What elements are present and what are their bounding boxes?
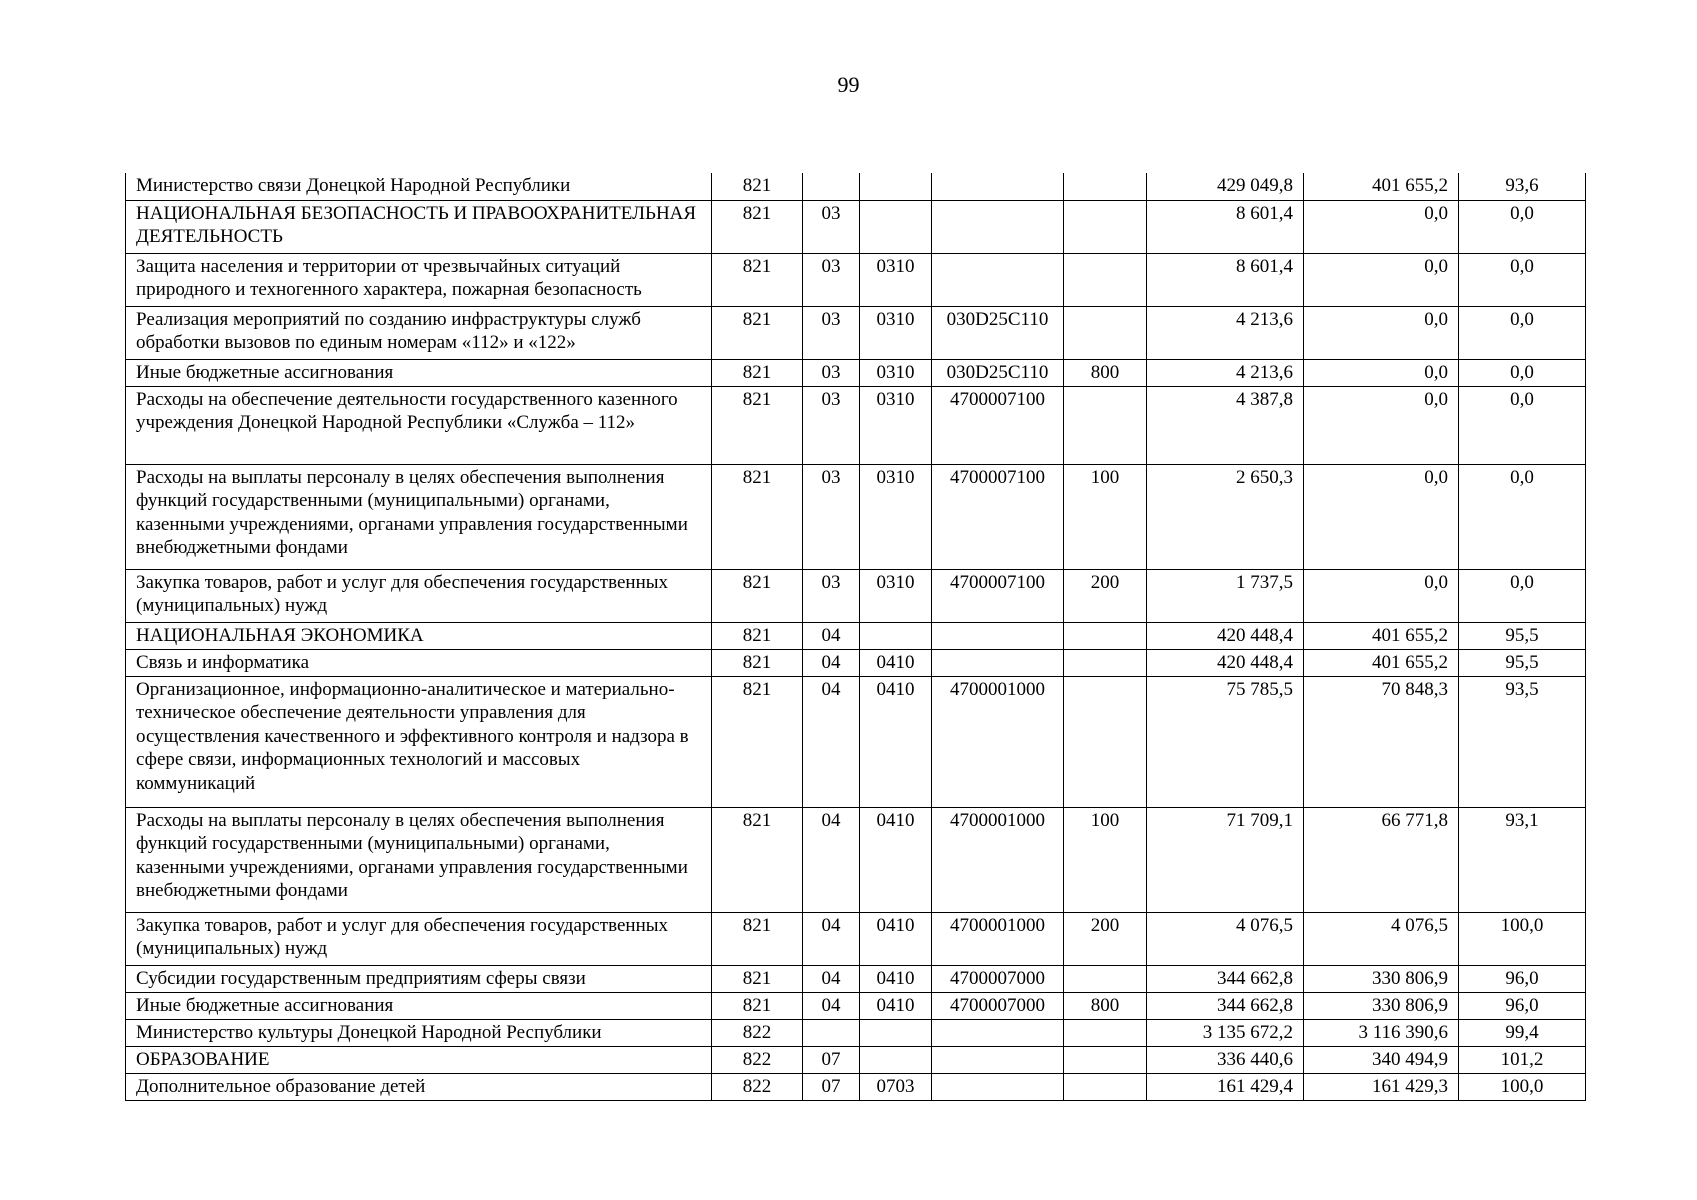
table-row [126, 912, 1586, 965]
row-vr [1064, 676, 1147, 807]
row-ved: 821 [712, 992, 803, 1019]
row-pct: 0,0 [1459, 359, 1586, 386]
row-podrazdel: 0310 [860, 464, 932, 569]
table-row [126, 992, 1586, 1019]
row-name: НАЦИОНАЛЬНАЯ БЕЗОПАСНОСТЬ И ПРАВООХРАНИТЕЛЬНАЯ ДЕЯТЕЛЬНОСТЬ [126, 200, 712, 253]
table-row [126, 622, 1586, 649]
row-plan: 71 709,1 [1147, 807, 1304, 912]
row-razdel: 03 [803, 569, 860, 622]
table-row [126, 386, 1586, 464]
row-pct: 95,5 [1459, 649, 1586, 676]
row-pct: 0,0 [1459, 569, 1586, 622]
row-csr: 4700007000 [932, 992, 1064, 1019]
row-pct: 100,0 [1459, 1073, 1586, 1100]
row-csr: 4700001000 [932, 676, 1064, 807]
row-pct: 93,6 [1459, 173, 1586, 200]
row-pct: 95,5 [1459, 622, 1586, 649]
row-fact: 0,0 [1304, 306, 1459, 359]
table-row [126, 359, 1586, 386]
row-fact: 330 806,9 [1304, 992, 1459, 1019]
row-name: Министерство культуры Донецкой Народной Республики [126, 1019, 712, 1046]
table-row [126, 649, 1586, 676]
row-ved: 821 [712, 649, 803, 676]
row-csr [932, 253, 1064, 306]
row-csr [932, 173, 1064, 200]
row-plan: 344 662,8 [1147, 992, 1304, 1019]
row-razdel [803, 173, 860, 200]
row-podrazdel: 0310 [860, 386, 932, 464]
row-name: Дополнительное образование детей [126, 1073, 712, 1100]
row-razdel: 04 [803, 992, 860, 1019]
row-name: Расходы на выплаты персоналу в целях обеспечения выполнения функций государственными (муниципальными) органами, казенными учреждениями, органами управления государственными внебюджетными фондами [126, 807, 712, 912]
row-razdel: 07 [803, 1073, 860, 1100]
row-plan: 75 785,5 [1147, 676, 1304, 807]
row-plan: 429 049,8 [1147, 173, 1304, 200]
row-ved: 821 [712, 386, 803, 464]
row-podrazdel: 0703 [860, 1073, 932, 1100]
row-csr [932, 622, 1064, 649]
row-pct: 0,0 [1459, 464, 1586, 569]
row-razdel: 03 [803, 359, 860, 386]
row-name: Закупка товаров, работ и услуг для обеспечения государственных (муниципальных) нужд [126, 569, 712, 622]
row-fact: 0,0 [1304, 253, 1459, 306]
row-razdel: 04 [803, 807, 860, 912]
row-csr: 4700007100 [932, 464, 1064, 569]
row-fact: 0,0 [1304, 569, 1459, 622]
row-plan: 420 448,4 [1147, 622, 1304, 649]
row-name: Субсидии государственным предприятиям сферы связи [126, 965, 712, 992]
row-fact: 340 494,9 [1304, 1046, 1459, 1073]
table-row [126, 200, 1586, 253]
row-ved: 821 [712, 622, 803, 649]
table-row [126, 173, 1586, 200]
row-vr [1064, 622, 1147, 649]
row-plan: 8 601,4 [1147, 200, 1304, 253]
row-name: Защита населения и территории от чрезвычайных ситуаций природного и техногенного характера, пожарная безопасность [126, 253, 712, 306]
row-csr: 4700007000 [932, 965, 1064, 992]
row-csr [932, 1019, 1064, 1046]
row-podrazdel [860, 622, 932, 649]
row-ved: 821 [712, 359, 803, 386]
row-podrazdel: 0310 [860, 359, 932, 386]
table-row [126, 253, 1586, 306]
row-fact: 401 655,2 [1304, 649, 1459, 676]
row-razdel: 04 [803, 912, 860, 965]
row-ved: 821 [712, 676, 803, 807]
row-ved: 821 [712, 306, 803, 359]
row-name: Расходы на обеспечение деятельности государственного казенного учреждения Донецкой Народной Республики «Служба – 112» [126, 386, 712, 464]
row-razdel [803, 1019, 860, 1046]
row-vr: 200 [1064, 569, 1147, 622]
row-vr [1064, 1019, 1147, 1046]
row-fact: 3 116 390,6 [1304, 1019, 1459, 1046]
row-plan: 8 601,4 [1147, 253, 1304, 306]
row-pct: 96,0 [1459, 965, 1586, 992]
row-vr [1064, 200, 1147, 253]
row-csr [932, 1046, 1064, 1073]
row-pct: 93,1 [1459, 807, 1586, 912]
table-row [126, 1073, 1586, 1100]
row-podrazdel [860, 1019, 932, 1046]
table-row [126, 676, 1586, 807]
row-fact: 401 655,2 [1304, 622, 1459, 649]
row-fact: 0,0 [1304, 359, 1459, 386]
row-razdel: 03 [803, 306, 860, 359]
row-name: ОБРАЗОВАНИЕ [126, 1046, 712, 1073]
row-vr [1064, 1046, 1147, 1073]
table-row [126, 464, 1586, 569]
row-razdel: 04 [803, 965, 860, 992]
row-ved: 821 [712, 807, 803, 912]
row-name: Организационное, информационно-аналитическое и материально-техническое обеспечение деятельности управления для осуществления качественного и эффективного контроля и надзора в сфере связи, информационных технологий и массовых коммуникаций [126, 676, 712, 807]
row-fact: 401 655,2 [1304, 173, 1459, 200]
row-pct: 100,0 [1459, 912, 1586, 965]
row-name: Иные бюджетные ассигнования [126, 359, 712, 386]
row-fact: 4 076,5 [1304, 912, 1459, 965]
row-vr [1064, 965, 1147, 992]
row-plan: 4 213,6 [1147, 306, 1304, 359]
row-pct: 101,2 [1459, 1046, 1586, 1073]
row-plan: 4 213,6 [1147, 359, 1304, 386]
row-podrazdel: 0410 [860, 676, 932, 807]
row-ved: 821 [712, 965, 803, 992]
row-podrazdel: 0410 [860, 992, 932, 1019]
row-name: НАЦИОНАЛЬНАЯ ЭКОНОМИКА [126, 622, 712, 649]
table-row [126, 569, 1586, 622]
row-vr: 200 [1064, 912, 1147, 965]
row-plan: 161 429,4 [1147, 1073, 1304, 1100]
row-razdel: 03 [803, 200, 860, 253]
table-row [126, 965, 1586, 992]
table-row [126, 807, 1586, 912]
row-plan: 336 440,6 [1147, 1046, 1304, 1073]
row-vr [1064, 1073, 1147, 1100]
row-podrazdel: 0310 [860, 306, 932, 359]
row-vr: 800 [1064, 359, 1147, 386]
row-fact: 66 771,8 [1304, 807, 1459, 912]
row-fact: 330 806,9 [1304, 965, 1459, 992]
row-ved: 822 [712, 1046, 803, 1073]
row-razdel: 03 [803, 253, 860, 306]
row-csr: 4700001000 [932, 912, 1064, 965]
page-number: 99 [837, 72, 860, 97]
row-podrazdel: 0310 [860, 569, 932, 622]
row-razdel: 03 [803, 386, 860, 464]
row-podrazdel: 0410 [860, 912, 932, 965]
row-ved: 821 [712, 569, 803, 622]
row-csr [932, 649, 1064, 676]
row-fact: 0,0 [1304, 464, 1459, 569]
row-csr: 030D25C110 [932, 359, 1064, 386]
row-fact: 161 429,3 [1304, 1073, 1459, 1100]
row-name: Закупка товаров, работ и услуг для обеспечения государственных (муниципальных) нужд [126, 912, 712, 965]
row-fact: 70 848,3 [1304, 676, 1459, 807]
row-plan: 344 662,8 [1147, 965, 1304, 992]
row-ved: 821 [712, 464, 803, 569]
row-plan: 3 135 672,2 [1147, 1019, 1304, 1046]
row-name: Министерство связи Донецкой Народной Республики [126, 173, 712, 200]
table-row [126, 1046, 1586, 1073]
row-vr [1064, 649, 1147, 676]
row-razdel: 03 [803, 464, 860, 569]
row-csr: 4700007100 [932, 569, 1064, 622]
row-podrazdel [860, 173, 932, 200]
row-pct: 0,0 [1459, 200, 1586, 253]
row-pct: 0,0 [1459, 386, 1586, 464]
row-vr: 800 [1064, 992, 1147, 1019]
row-plan: 420 448,4 [1147, 649, 1304, 676]
row-vr [1064, 386, 1147, 464]
row-pct: 0,0 [1459, 253, 1586, 306]
row-plan: 2 650,3 [1147, 464, 1304, 569]
row-vr [1064, 306, 1147, 359]
row-podrazdel [860, 1046, 932, 1073]
row-vr: 100 [1064, 464, 1147, 569]
row-razdel: 04 [803, 676, 860, 807]
row-ved: 822 [712, 1073, 803, 1100]
row-fact: 0,0 [1304, 200, 1459, 253]
table-row [126, 306, 1586, 359]
row-pct: 93,5 [1459, 676, 1586, 807]
row-ved: 821 [712, 200, 803, 253]
row-razdel: 07 [803, 1046, 860, 1073]
row-razdel: 04 [803, 649, 860, 676]
row-csr [932, 200, 1064, 253]
row-podrazdel: 0410 [860, 965, 932, 992]
row-csr: 4700001000 [932, 807, 1064, 912]
row-csr [932, 1073, 1064, 1100]
row-podrazdel [860, 200, 932, 253]
row-podrazdel: 0410 [860, 649, 932, 676]
row-podrazdel: 0410 [860, 807, 932, 912]
row-plan: 1 737,5 [1147, 569, 1304, 622]
table-row [126, 1019, 1586, 1046]
row-pct: 99,4 [1459, 1019, 1586, 1046]
row-plan: 4 387,8 [1147, 386, 1304, 464]
row-ved: 822 [712, 1019, 803, 1046]
row-vr [1064, 253, 1147, 306]
row-plan: 4 076,5 [1147, 912, 1304, 965]
row-pct: 96,0 [1459, 992, 1586, 1019]
row-vr [1064, 173, 1147, 200]
row-razdel: 04 [803, 622, 860, 649]
row-csr: 4700007100 [932, 386, 1064, 464]
row-name: Реализация мероприятий по созданию инфраструктуры служб обработки вызовов по единым номерам «112» и «122» [126, 306, 712, 359]
row-ved: 821 [712, 912, 803, 965]
row-vr: 100 [1064, 807, 1147, 912]
row-name: Связь и информатика [126, 649, 712, 676]
row-name: Расходы на выплаты персоналу в целях обеспечения выполнения функций государственными (муниципальными) органами, казенными учреждениями, органами управления государственными внебюджетными фондами [126, 464, 712, 569]
row-fact: 0,0 [1304, 386, 1459, 464]
budget-table [125, 173, 1586, 1101]
row-pct: 0,0 [1459, 306, 1586, 359]
row-ved: 821 [712, 253, 803, 306]
row-podrazdel: 0310 [860, 253, 932, 306]
row-csr: 030D25C110 [932, 306, 1064, 359]
row-name: Иные бюджетные ассигнования [126, 992, 712, 1019]
row-ved: 821 [712, 173, 803, 200]
